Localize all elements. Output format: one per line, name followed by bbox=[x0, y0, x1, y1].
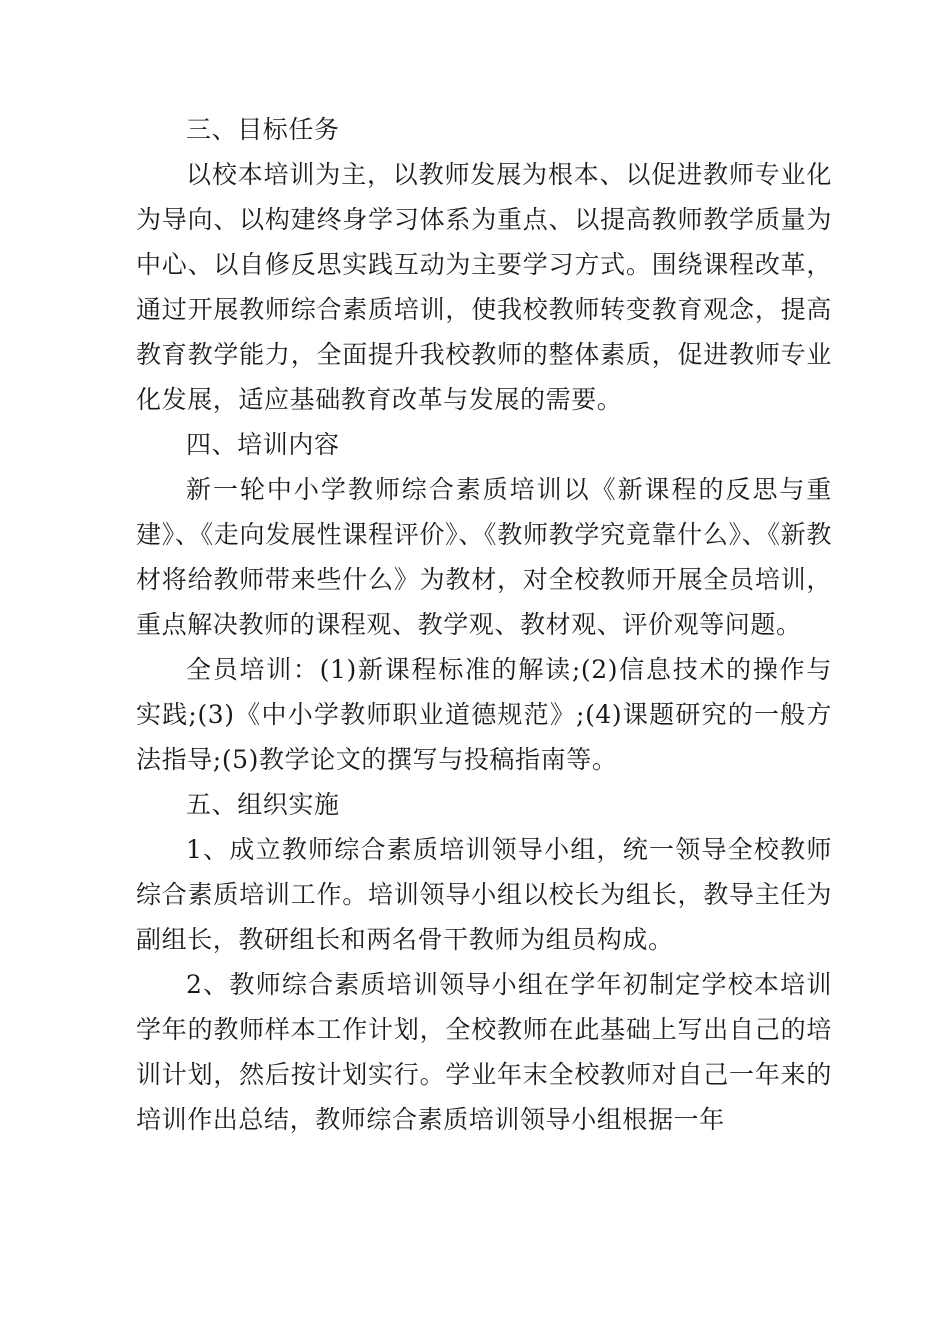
paragraph-content: 新一轮中小学教师综合素质培训以《新课程的反思与重建》、《走向发展性课程评价》、《教师教学究竟靠什么》、《新教材将给教师带来些什么》为教材，对全校教师开展全员培训，重点解决教师的课程观、教学观、教材观、评价观等问题。 bbox=[136, 475, 832, 639]
paragraph-all-staff-training: 全员培训：(1)新课程标准的解读;(2)信息技术的操作与实践;(3)《中小学教师职业道德规范》;(4)课题研究的一般方法指导;(5)教学论文的撰写与投稿指南等。 bbox=[136, 655, 832, 774]
paragraph-implementation-1: 1、成立教师综合素质培训领导小组，统一领导全校教师综合素质培训工作。培训领导小组以校长为组长，教导主任为副组长，教研组长和两名骨干教师为组员构成。 bbox=[136, 835, 832, 954]
section-heading-implementation: 五、组织实施 bbox=[186, 790, 340, 819]
section-heading-goals: 三、目标任务 bbox=[186, 115, 340, 144]
paragraph-implementation-2: 2、教师综合素质培训领导小组在学年初制定学校本培训学年的教师样本工作计划，全校教师在此基础上写出自己的培训计划，然后按计划实行。学业年末全校教师对自己一年来的培训作出总结，教师综合素质培训领导小组根据一年 bbox=[136, 970, 832, 1134]
document-body bbox=[136, 107, 832, 1142]
section-heading-content: 四、培训内容 bbox=[186, 430, 340, 459]
paragraph-goals: 以校本培训为主，以教师发展为根本、以促进教师专业化为导向、以构建终身学习体系为重点、以提高教师教学质量为中心、以自修反思实践互动为主要学习方式。围绕课程改革，通过开展教师综合素质培训，使我校教师转变教育观念，提高教育教学能力，全面提升我校教师的整体素质，促进教师专业化发展，适应基础教育改革与发展的需要。 bbox=[136, 160, 832, 414]
